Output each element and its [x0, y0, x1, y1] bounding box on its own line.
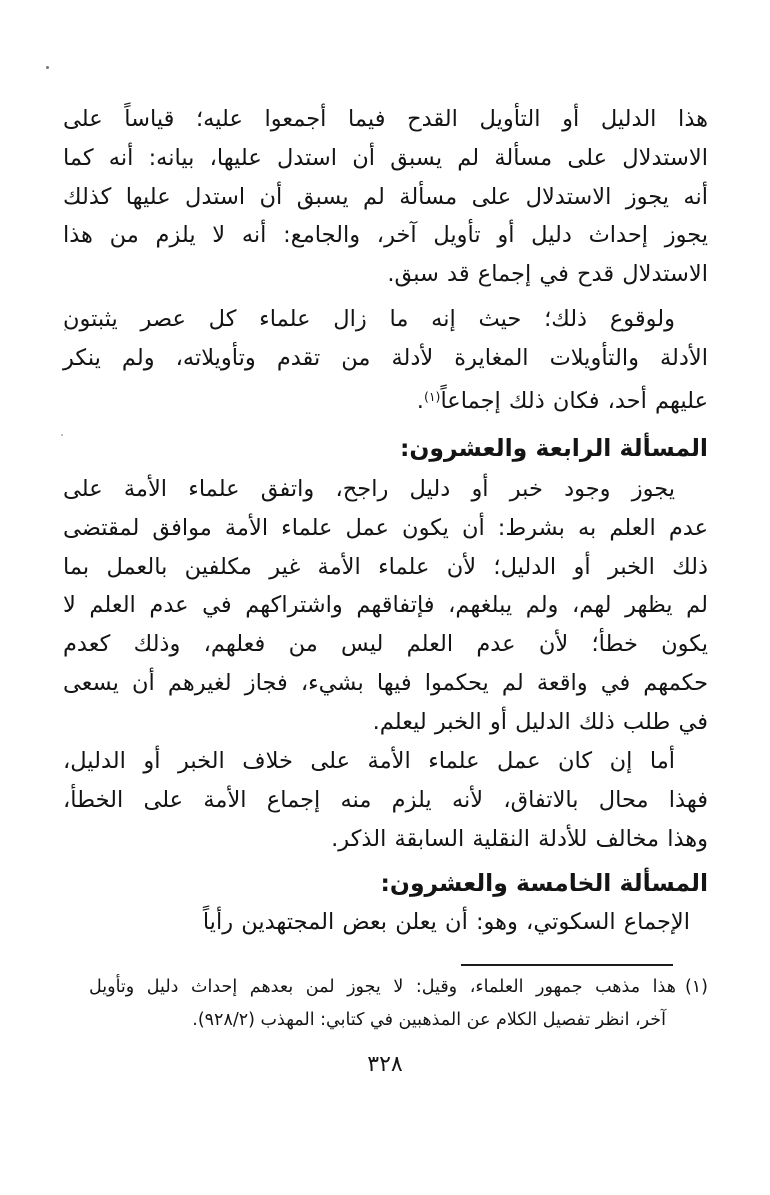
text-line: هذا الدليل أو التأويل القدح فيما أجمعوا عليه؛ قياساً على	[63, 106, 708, 132]
footnote-separator	[461, 964, 673, 966]
footnote-line	[63, 971, 708, 1004]
paragraph	[63, 470, 708, 742]
text-line: يجوز وجود خبر أو دليل راجح، واتفق علماء الأمة على	[63, 476, 675, 502]
page-number: ٣٢٨	[367, 1052, 403, 1077]
text-segment: عليهم أحد، فكان ذلك إجماعاً	[440, 387, 708, 414]
paragraph	[63, 903, 708, 942]
paragraph-continuation	[63, 100, 708, 294]
text-line: أنه يجوز الاستدلال على مسألة لم يسبق أن استدل عليها كذلك	[63, 183, 708, 210]
footnote-line: آخر، انظر تفصيل الكلام عن المذهبين في كتابي: المهذب (٩٢٨/٢).	[192, 1010, 666, 1030]
text-line: عدم العلم به بشرط: أن يكون عمل علماء الأمة موافق لمقتضى	[63, 514, 708, 541]
section-heading-issue-24: المسألة الرابعة والعشرون:	[399, 434, 708, 462]
text-line: الاستدلال على مسألة لم يسبق أن استدل عليها، بيانه: أنه كما	[63, 144, 708, 171]
footnote	[63, 971, 708, 1037]
section-heading-issue-25: المسألة الخامسة والعشرون:	[380, 869, 708, 897]
scan-speck	[46, 66, 49, 69]
footnote-text: هذا مذهب جمهور العلماء، وقيل: لا يجوز لمن بعدهم إحداث دليل وتأويل	[89, 977, 676, 997]
text-line: الإجماع السكوتي، وهو: أن يعلن بعض المجتهدين رأياً	[202, 909, 690, 935]
footnote-ref-marker: (١)	[423, 388, 441, 404]
paragraph	[63, 300, 708, 420]
text-line	[63, 378, 708, 421]
text-segment: .	[416, 387, 424, 414]
text-line: أما إن كان عمل علماء الأمة على خلاف الخبر أو الدليل،	[63, 748, 675, 774]
text-line: في طلب ذلك الدليل أو الخبر ليعلم.	[372, 708, 708, 735]
text-line: لم يظهر لهم، ولم يبلغهم، فإتفاقهم واشتراكهم في عدم العلم لا	[63, 592, 708, 619]
text-line: ولوقوع ذلك؛ حيث إنه ما زال علماء كل عصر يثبتون	[63, 306, 675, 332]
paragraph	[63, 742, 708, 858]
text-line: وهذا مخالف للأدلة النقلية السابقة الذكر.	[331, 825, 708, 852]
text-line: الاستدلال قدح في إجماع قد سبق.	[387, 261, 708, 288]
footnote-number: (١)	[684, 977, 708, 997]
text-line: يجوز إحداث دليل أو تأويل آخر، والجامع: أنه لا يلزم من هذا	[63, 222, 708, 249]
text-line: حكمهم في واقعة لم يحكموا فيها بشيء، فجاز لغيرهم أن يسعى	[63, 669, 708, 696]
text-line: يكون خطأ؛ لأن عدم العلم ليس من فعلهم، وذلك كعدم	[63, 631, 708, 658]
text-line: فهذا محال بالاتفاق، لأنه يلزم منه إجماع الأمة على الخطأ،	[63, 786, 708, 813]
text-line: ذلك الخبر أو الدليل؛ لأن علماء الأمة غير مكلفين بالعمل بما	[63, 553, 708, 580]
text-line: الأدلة والتأويلات المغايرة لأدلة من تقدم وتأويلاته، ولم ينكر	[63, 344, 708, 371]
